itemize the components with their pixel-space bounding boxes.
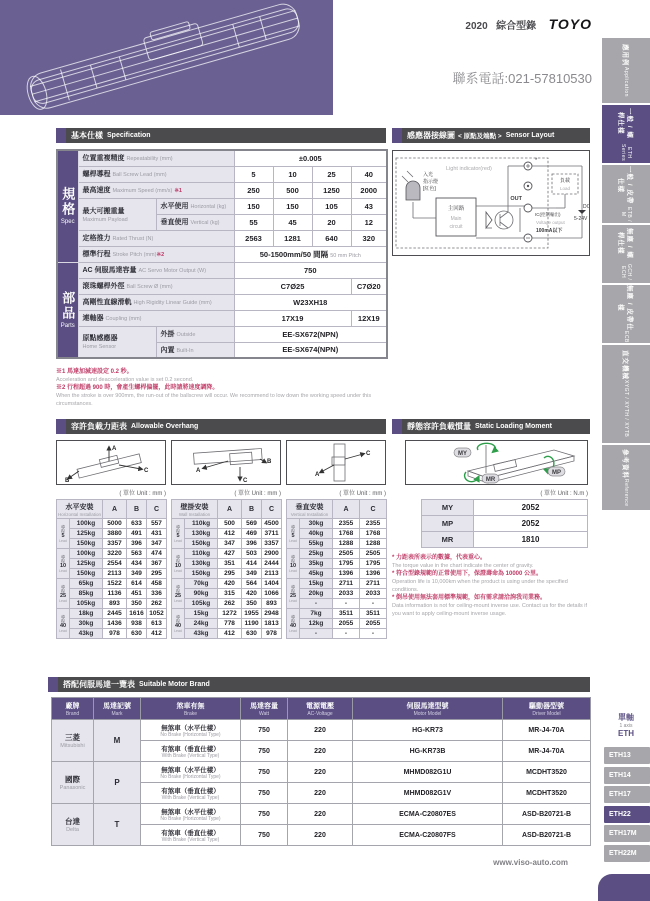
static-moment-table bbox=[421, 499, 588, 548]
table-row: 導程 40 Lead 18kg 2445 1616 1052 bbox=[57, 609, 167, 619]
svg-text:A: A bbox=[112, 446, 117, 452]
note-en: Data information is not for ceiling-mount inverse use. Contact us for the details if you want to apply ceiling-mount inverse usage. bbox=[392, 603, 588, 617]
table-row: 12kg 2055 2055 bbox=[287, 619, 387, 629]
table-row: 內置 Built-In EE-SX674(NPN) bbox=[57, 342, 387, 358]
svg-text:C: C bbox=[366, 451, 371, 457]
section-title-zh: 感應器接線圖 bbox=[407, 131, 455, 140]
table-header-row: 壁掛安裝 Wall Installation A B C bbox=[172, 500, 282, 519]
tab-label-zh: 一般 / 皮帶仕樣 bbox=[617, 166, 633, 205]
lead-label: 導程 25 Lead bbox=[57, 579, 70, 609]
wall-overhang-table bbox=[171, 499, 282, 639]
catalog-title bbox=[465, 16, 592, 34]
motor-brand-table bbox=[51, 697, 591, 846]
note-zh: * 倒吊使用無法套用標準規範，如有需求請洽詢我司業務。 bbox=[392, 595, 547, 601]
mark-cell: P bbox=[94, 762, 141, 804]
section-title-zh: 靜態容許負載慣量 bbox=[407, 422, 471, 431]
lead-label: 導程 40 Lead bbox=[287, 609, 300, 639]
series-item-eth17[interactable]: ETH17 bbox=[604, 786, 650, 803]
band-label-en: Spec bbox=[60, 219, 75, 226]
brand-cell: 台達 Delta bbox=[52, 804, 94, 846]
sidebar-tab-xy-gantry[interactable] bbox=[602, 345, 650, 443]
series-item-eth22[interactable]: ETH22 bbox=[604, 806, 650, 823]
section-header-motor-brand bbox=[48, 677, 590, 692]
table-row: 導程 10 Lead 100kg 3220 563 474 bbox=[57, 549, 167, 559]
parts-side-band bbox=[57, 262, 78, 358]
table-row: 三菱 Mitsubishi M 無煞車（水平仕樣） No Brake (Horizontal Type) 750 220 HG-KR73 MR-J4-70A bbox=[52, 720, 591, 741]
table-row: 85kg 1136 451 336 bbox=[57, 589, 167, 599]
note-zh: * 符合型錄規範的正常使用下，保證壽命為 10000 公里。 bbox=[392, 571, 543, 577]
table-row: 有煞車（垂直仕樣） With Brake (Vertical Type) 750 220 HG-KR73B MR-J4-70A bbox=[52, 741, 591, 762]
table-row: 43kg 412 630 978 bbox=[172, 629, 282, 639]
tab-label-zh: 無塵 / 皮帶仕樣 bbox=[617, 285, 633, 332]
mark-cell: M bbox=[94, 720, 141, 762]
table-row: 150kg 295 349 2113 bbox=[172, 569, 282, 579]
section-title-en: Allowable Overhang bbox=[131, 423, 199, 430]
table-row: 垂直使用 Vertical (kg) 55 45 20 12 bbox=[57, 214, 387, 230]
lead-label: 導程 10 Lead bbox=[57, 549, 70, 579]
svg-text:OUT: OUT bbox=[510, 196, 522, 202]
svg-text:B: B bbox=[65, 478, 70, 484]
table-row: 螺桿導程 Ball Screw Lead (mm) 5 10 25 40 bbox=[57, 166, 387, 182]
table-row: 最高速度 Maximum Speed (mm/s) ※1 250 500 1250 2000 bbox=[57, 182, 387, 198]
svg-text:[紅色]: [紅色] bbox=[423, 186, 436, 192]
section-header-overhang bbox=[56, 419, 386, 434]
svg-text:MP: MP bbox=[552, 470, 561, 476]
band-label-zh: 規格 bbox=[60, 187, 76, 218]
table-row: MR 1810 bbox=[422, 532, 588, 548]
table-header-row: 廠牌 Brand 馬達記號 Mark 煞車有無 Brake 馬達容量 Watt 電源電壓 AC-Voltage 伺服馬達型號 Motor Model 驅動器型號 Driver Model bbox=[52, 698, 591, 720]
horizontal-overhang-table bbox=[56, 499, 167, 639]
table-row: 有煞車（垂直仕樣） With Brake (Vertical Type) 750 220 ECMA-C20807FS ASD-B20721-B bbox=[52, 825, 591, 846]
note-zh: * 力距表所表示的數據，代表重心。 bbox=[392, 555, 487, 561]
svg-text:MY: MY bbox=[458, 451, 467, 457]
catalog-label: 綜合型錄 bbox=[496, 21, 537, 32]
lead-label: 導程 40 Lead bbox=[172, 609, 185, 639]
catalog-year: 2020 bbox=[465, 21, 488, 32]
table-row: MP 2052 bbox=[422, 516, 588, 532]
table-row: 最大可搬重量 Maximum Payload 水平使用 Horizontal (kg) 150 150 105 43 bbox=[57, 198, 387, 214]
table-row: 導程 10 Lead 25kg 2505 2505 bbox=[287, 549, 387, 559]
table-row: 原點感應器 Home Sensor 外掛 Outside EE-SX672(NPN) bbox=[57, 326, 387, 342]
table-row: 130kg 351 414 2444 bbox=[172, 559, 282, 569]
section-accent-square bbox=[392, 419, 402, 434]
table-row: 150kg 2113 349 295 bbox=[57, 569, 167, 579]
vertical-overhang-table bbox=[286, 499, 387, 639]
table-row: 導程 10 Lead 110kg 427 503 2900 bbox=[172, 549, 282, 559]
section-title-en: Sensor Layout bbox=[505, 132, 555, 139]
table-row: 45kg 1396 1396 bbox=[287, 569, 387, 579]
table-row: 導程 5 Lead 30kg 2355 2355 bbox=[287, 519, 387, 529]
static-moment-diagram bbox=[405, 440, 588, 485]
section-title-en: Static Loading Moment bbox=[475, 423, 552, 430]
svg-text:A: A bbox=[315, 472, 320, 478]
table-row: 導程 40 Lead 15kg 1272 1955 2948 bbox=[172, 609, 282, 619]
horizontal-install-diagram bbox=[56, 440, 166, 485]
svg-text:C: C bbox=[243, 478, 248, 484]
svg-text:DC: DC bbox=[583, 204, 590, 210]
brand-cell: 三菱 Mitsubishi bbox=[52, 720, 94, 762]
svg-text:Voltage output: Voltage output bbox=[536, 220, 565, 225]
table-row: 標準行程 Stroke Pitch (mm)※2 50-1500mm/50 間隔 50 mm Pitch bbox=[57, 246, 387, 262]
table-row: 90kg 315 420 1066 bbox=[172, 589, 282, 599]
tab-label-en: XYGT / XYTH / XYTB bbox=[623, 380, 629, 438]
svg-text:circuit: circuit bbox=[449, 224, 463, 230]
series-menu bbox=[604, 747, 650, 864]
table-row: 導程 40 Lead 7kg 3511 3511 bbox=[287, 609, 387, 619]
brand-logo: TOYO bbox=[548, 16, 592, 32]
svg-text:指示燈: 指示燈 bbox=[423, 179, 439, 185]
section-title-zh: 基本仕樣 bbox=[71, 131, 103, 140]
website-link[interactable]: www.viso-auto.com bbox=[493, 858, 568, 867]
series-item-eth13[interactable]: ETH13 bbox=[604, 747, 650, 764]
series-item-eth22m[interactable]: ETH22M bbox=[604, 845, 650, 862]
lead-label: 導程 10 Lead bbox=[287, 549, 300, 579]
table-row: 24kg 778 1190 1813 bbox=[172, 619, 282, 629]
wall-install-diagram bbox=[171, 440, 281, 485]
svg-text:主回路: 主回路 bbox=[447, 206, 465, 212]
table-row: MY 2052 bbox=[422, 500, 588, 516]
sidebar-tab-application[interactable] bbox=[602, 38, 650, 103]
brand-cell: 國際 Panasonic bbox=[52, 762, 94, 804]
lead-label: 導程 25 Lead bbox=[172, 579, 185, 609]
unit-label: ( 單位 Unit : mm ) bbox=[234, 491, 281, 497]
sidebar-tab-reference[interactable] bbox=[602, 445, 650, 510]
tab-label-en: Reference bbox=[623, 478, 629, 507]
table-row: - - - bbox=[287, 599, 387, 609]
section-header-specification bbox=[56, 128, 386, 143]
svg-text:*: * bbox=[535, 158, 538, 164]
table-row: 43kg 978 630 412 bbox=[57, 629, 167, 639]
section-header-static-moment bbox=[392, 419, 590, 434]
svg-text:C: C bbox=[144, 468, 149, 474]
unit-label: ( 單位 Unit : N.m ) bbox=[540, 491, 588, 497]
table-row: 150kg 347 396 3357 bbox=[172, 539, 282, 549]
table-row: 40kg 1768 1768 bbox=[287, 529, 387, 539]
contact-phone: 聯系電話:021-57810530 bbox=[452, 71, 592, 86]
sidebar-tab-etb-m[interactable] bbox=[602, 165, 650, 223]
svg-text:Load: Load bbox=[559, 186, 571, 191]
table-row: 125kg 3880 491 431 bbox=[57, 529, 167, 539]
note-en: Operation life is 10,000km when the product is using under the specified conditions. bbox=[392, 579, 568, 593]
table-row: 105kg 893 350 262 bbox=[57, 599, 167, 609]
note-en: The torque value in the chart indicate the center of gravity. bbox=[392, 563, 534, 569]
table-header-row: 垂直安裝 Vertical Installation A C bbox=[287, 500, 387, 519]
table-row: 30kg 1436 938 613 bbox=[57, 619, 167, 629]
section-header-sensor-layout bbox=[392, 128, 590, 143]
lead-label: 導程 5 Lead bbox=[287, 519, 300, 549]
svg-text:B: B bbox=[267, 459, 272, 465]
static-moment-notes bbox=[392, 554, 589, 618]
specification-table bbox=[56, 149, 388, 359]
lead-label: 導程 10 Lead bbox=[172, 549, 185, 579]
tab-label-en: GCH / ECH bbox=[620, 264, 632, 281]
table-row: 定格推力 Rated Thrust (N) 2563 1281 640 320 bbox=[57, 230, 387, 246]
table-row: 規格 Spec 位置重複精度 Repeatability (mm) ±0.005 bbox=[57, 150, 387, 166]
footnote-en: Acceleration and deacceleration value is set 0.2 second. bbox=[56, 377, 194, 383]
section-title-mid: < 原點及端點 > bbox=[458, 133, 502, 140]
section-accent-square bbox=[392, 128, 402, 143]
table-header-row: 水平安裝 Horizontal Installation A B C bbox=[57, 500, 167, 519]
table-row: 滾珠螺桿外徑 Ball Screw Ø (mm) C7Ø25 C7Ø20 bbox=[57, 278, 387, 294]
series-menu-title bbox=[602, 712, 650, 738]
spec-side-band bbox=[57, 150, 78, 262]
section-title-en: Specification bbox=[107, 132, 151, 139]
mark-cell: T bbox=[94, 804, 141, 846]
tab-label-en: ETH Series bbox=[620, 143, 632, 162]
unit-label: ( 單位 Unit : mm ) bbox=[119, 491, 166, 497]
section-accent-square bbox=[48, 677, 58, 692]
svg-text:入光: 入光 bbox=[423, 172, 434, 178]
lead-label: 導程 5 Lead bbox=[172, 519, 185, 549]
sidebar-tab-eth-series[interactable] bbox=[602, 105, 650, 163]
svg-text:MR: MR bbox=[485, 477, 496, 483]
corner-decoration bbox=[598, 874, 650, 901]
sensor-wiring-diagram bbox=[392, 150, 590, 261]
tab-label-zh: 一般 / 螺桿仕樣 bbox=[617, 107, 633, 139]
product-image bbox=[0, 0, 333, 115]
table-row: 150kg 3357 396 347 bbox=[57, 539, 167, 549]
section-accent-square bbox=[56, 128, 66, 143]
band-label-zh: 部品 bbox=[60, 290, 76, 321]
led-icon bbox=[406, 181, 420, 200]
table-row: - - - bbox=[287, 629, 387, 639]
lead-label: 導程 5 Lead bbox=[57, 519, 70, 549]
footnote-zh: ※1 馬達加減速設定 0.2 秒。 bbox=[56, 369, 133, 375]
sidebar-tab-gch-ech[interactable] bbox=[602, 225, 650, 283]
table-row: 55kg 1288 1288 bbox=[287, 539, 387, 549]
series-item-eth17m[interactable]: ETH17M bbox=[604, 825, 650, 842]
band-label-en: Parts bbox=[60, 322, 75, 329]
table-row: 導程 25 Lead 70kg 420 564 1404 bbox=[172, 579, 282, 589]
tab-label-en: ECB bbox=[623, 331, 629, 343]
lead-label: 導程 25 Lead bbox=[287, 579, 300, 609]
svg-text:負載: 負載 bbox=[559, 178, 571, 184]
table-row: 導程 25 Lead 65kg 1522 614 458 bbox=[57, 579, 167, 589]
svg-text:IC(控制輸出): IC(控制輸出) bbox=[535, 212, 561, 217]
series-name: ETH bbox=[618, 729, 634, 738]
table-row: 部品 Parts AC 伺服馬達容量 AC Servo Motor Output (W) 750 bbox=[57, 262, 387, 278]
table-row: 高剛性直線滑軌 High Rigidity Linear Guide (mm) W23XH18 bbox=[57, 294, 387, 310]
section-title-en: Suitable Motor Brand bbox=[139, 681, 210, 688]
series-title-en: 1 axis bbox=[619, 723, 633, 729]
series-title-zh: 單軸 bbox=[618, 713, 634, 722]
svg-text:Main: Main bbox=[450, 216, 462, 222]
svg-text:A: A bbox=[196, 468, 201, 474]
vertical-install-diagram bbox=[286, 440, 386, 485]
section-title-zh: 搭配伺服馬達一覽表 bbox=[63, 680, 135, 689]
footnote-en: When the stroke is over 900mm, the run-out of the ballscrew will occur. We recommend to low down the working speed under this circumstances. bbox=[56, 393, 372, 407]
unit-label: ( 單位 Unit : mm ) bbox=[339, 491, 386, 497]
section-title-zh: 容許負載力距表 bbox=[71, 422, 127, 431]
tab-label-zh: 參考資料 bbox=[621, 448, 629, 479]
svg-text:100mA以下: 100mA以下 bbox=[536, 228, 563, 234]
svg-text:Light indicator(red): Light indicator(red) bbox=[446, 166, 492, 172]
table-row: 導程 5 Lead 100kg 5000 633 557 bbox=[57, 519, 167, 529]
table-row: 導程 5 Lead 110kg 500 569 4500 bbox=[172, 519, 282, 529]
table-row: 35kg 1795 1795 bbox=[287, 559, 387, 569]
series-item-eth14[interactable]: ETH14 bbox=[604, 767, 650, 784]
lead-label: 導程 40 Lead bbox=[57, 609, 70, 639]
table-row: 連軸器 Coupling (mm) 17X19 12X19 bbox=[57, 310, 387, 326]
table-row: 有煞車（垂直仕樣） With Brake (Vertical Type) 750 220 MHMD082G1V MCDHT3520 bbox=[52, 783, 591, 804]
spec-footnotes bbox=[56, 368, 386, 408]
tab-label-en: ETB / M bbox=[620, 207, 632, 223]
table-row: 20kg 2033 2033 bbox=[287, 589, 387, 599]
table-row: 125kg 2554 434 367 bbox=[57, 559, 167, 569]
table-row: 國際 Panasonic P 無煞車（水平仕樣） No Brake (Horizontal Type) 750 220 MHMD082G1U MCDHT3520 bbox=[52, 762, 591, 783]
tab-label-zh: 無塵 / 螺桿仕樣 bbox=[617, 228, 633, 259]
sidebar-tab-ecb[interactable] bbox=[602, 285, 650, 343]
svg-text:5-24V: 5-24V bbox=[574, 216, 588, 222]
table-row: 台達 Delta T 無煞車（水平仕樣） No Brake (Horizontal Type) 750 220 ECMA-C20807ES ASD-B20721-B bbox=[52, 804, 591, 825]
tab-label-zh: 直交機械 bbox=[621, 350, 629, 381]
section-accent-square bbox=[56, 419, 66, 434]
footnote-zh: ※2 行程超過 900 時，會產生螺桿偏擺，此時請將速度調降。 bbox=[56, 385, 219, 391]
table-row: 導程 25 Lead 15kg 2711 2711 bbox=[287, 579, 387, 589]
table-row: 130kg 412 469 3711 bbox=[172, 529, 282, 539]
tab-label-en: Application bbox=[623, 66, 629, 97]
tab-label-zh: 應用例 bbox=[621, 44, 629, 67]
table-row: 105kg 262 350 893 bbox=[172, 599, 282, 609]
actuator-wireframe bbox=[0, 0, 333, 115]
